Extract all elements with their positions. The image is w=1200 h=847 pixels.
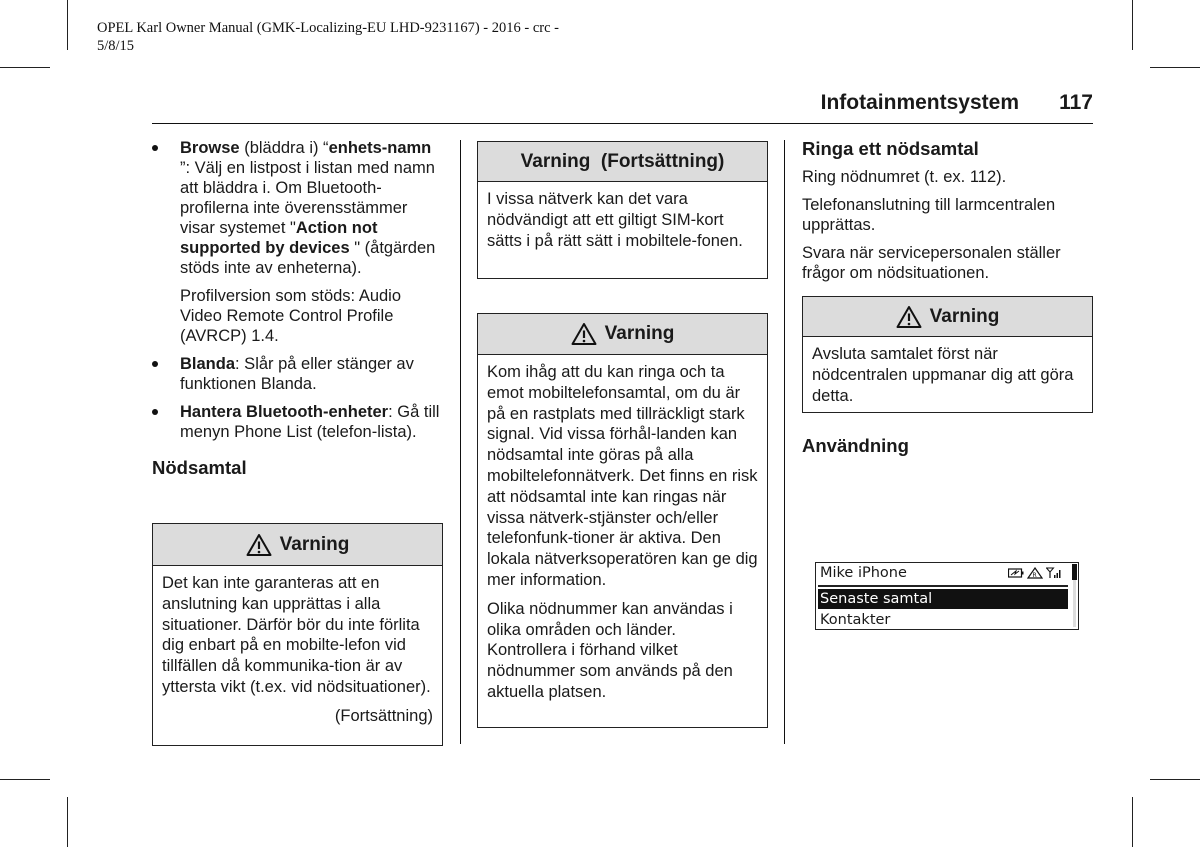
signal-icon <box>1046 567 1062 579</box>
warning-text: Kom ihåg att du kan ringa och ta emot mobiltelefonsamtal, om du är på en rastplats med tillräckligt stark signal. Vid vissa förhål-landen kan nödsamtal inte göras på alla mobiltelefonnätverk. Det finns en risk att nödsamtal inte kan ringas när vissa nätverk-stjänster och/eller telefonfunk-tioner är aktiva. Den lokala nätverksoperatören kan ge dig mer information. <box>487 363 758 589</box>
crop-mark <box>1150 67 1200 68</box>
warning-box <box>152 523 443 746</box>
warning-text: Olika nödnummer kan användas i olika områden och länder. Kontrollera i förhand vilket nödnummer som används på den aktuella platsen. <box>487 599 733 701</box>
continued-label: (Fortsättning) <box>334 706 433 725</box>
warning-triangle-icon <box>246 533 272 557</box>
phone-display <box>815 562 1079 630</box>
warning-triangle-icon <box>896 305 922 329</box>
print-meta-line: OPEL Karl Owner Manual (GMK-Localizing-EU LHD-9231167) - 2016 - crc - <box>97 20 559 36</box>
warning-header <box>153 524 442 566</box>
warning-box <box>477 313 768 728</box>
term-browse: Browse <box>180 139 240 157</box>
crop-mark <box>0 779 50 780</box>
warning-title: Varning <box>279 533 350 555</box>
status-icons <box>1008 567 1062 579</box>
bullet-dot <box>152 409 158 415</box>
battery-icon <box>1008 567 1024 579</box>
heading-emergency-calls: Nödsamtal <box>152 457 247 478</box>
warning-header <box>478 314 767 355</box>
list-text: (bläddra i) “ <box>239 139 329 157</box>
list-text: : Slår på eller stänger av funktionen Blanda. <box>180 355 414 393</box>
print-meta <box>97 19 617 55</box>
warning-box <box>802 296 1093 413</box>
list-text: : Gå till menyn Phone List (telefon-lista). <box>180 403 440 441</box>
term-blanda: Blanda <box>180 355 236 373</box>
section-title: Infotainmentsystem <box>820 91 1019 114</box>
term-manage-bluetooth: Hantera Bluetooth-enheter <box>180 403 389 421</box>
list-text: " (åtgärden stöds inte av enheterna). <box>180 239 436 277</box>
crop-mark <box>1150 779 1200 780</box>
warning-continued-box <box>477 141 768 279</box>
warning-continued-header <box>478 142 767 182</box>
running-header <box>152 90 1093 124</box>
list-item <box>152 138 444 278</box>
list-item <box>152 402 444 442</box>
column-3 <box>802 137 1094 291</box>
warning-body <box>478 355 767 709</box>
heading-usage: Användning <box>802 435 909 456</box>
warning-title: Varning <box>929 305 1000 327</box>
bullet-dot <box>152 145 158 151</box>
term-action-not-supported: Action not supported by devices <box>180 219 378 257</box>
warning-triangle-icon <box>571 322 597 346</box>
body-text: Ring nödnumret (t. ex. 112). <box>802 168 1007 186</box>
list-text: ”: Välj en listpost i listan med namn att bläddra i. Om Bluetooth-profilerna inte överensstämmer visar systemet " <box>180 159 435 237</box>
roaming-icon <box>1027 567 1043 579</box>
warning-body <box>803 337 1092 412</box>
warning-text: Avsluta samtalet först när nödcentralen uppmanar dig att göra detta. <box>812 345 1074 405</box>
warning-body <box>153 566 442 733</box>
body-text: Svara när servicepersonalen ställer frågor om nödsituationen. <box>802 244 1061 282</box>
term-device-name: enhets-namn <box>328 139 432 157</box>
warning-continued-title: Varning (Fortsättning) <box>520 150 725 172</box>
menu-item-recent-calls[interactable]: Senaste samtal <box>818 589 1068 609</box>
crop-mark <box>67 797 68 847</box>
crop-mark <box>67 0 68 50</box>
list-item <box>152 354 444 394</box>
warning-header <box>803 297 1092 337</box>
crop-mark <box>0 67 50 68</box>
column-1 <box>152 138 444 480</box>
device-name: Mike iPhone <box>820 565 907 581</box>
display-divider <box>818 585 1068 587</box>
bullet-dot <box>152 361 158 367</box>
warning-title: Varning <box>604 323 675 344</box>
warning-continued-text: I vissa nätverk kan det vara nödvändigt att ett giltigt SIM-kort sätts i på rätt sätt i mobiltele-fonen. <box>487 190 743 250</box>
column-divider <box>460 140 461 744</box>
column-divider <box>784 140 785 744</box>
crop-mark <box>1132 797 1133 847</box>
print-meta-date: 5/8/15 <box>97 38 135 54</box>
heading-make-emergency-call: Ringa ett nödsamtal <box>802 138 979 159</box>
svg-text:R: R <box>1032 572 1037 579</box>
crop-mark <box>1132 0 1133 50</box>
scrollbar-thumb[interactable] <box>1072 564 1077 580</box>
warning-text: Det kan inte garanteras att en anslutning kan upprättas i alla situationer. Därför bör du inte förlita dig enbart på en mobilte-lefon vid tillfällen då kommunika-tion är av yttersta vikt (t.ex. vid nödsituationer). <box>162 574 431 696</box>
body-text: Telefonanslutning till larmcentralen upprättas. <box>802 196 1056 234</box>
page-number: 117 <box>1059 91 1093 114</box>
menu-item-contacts[interactable]: Kontakter <box>820 612 891 628</box>
profile-version-text: Profilversion som stöds: Audio Video Remote Control Profile (AVRCP) 1.4. <box>180 287 402 345</box>
warning-continued-body <box>478 182 767 257</box>
